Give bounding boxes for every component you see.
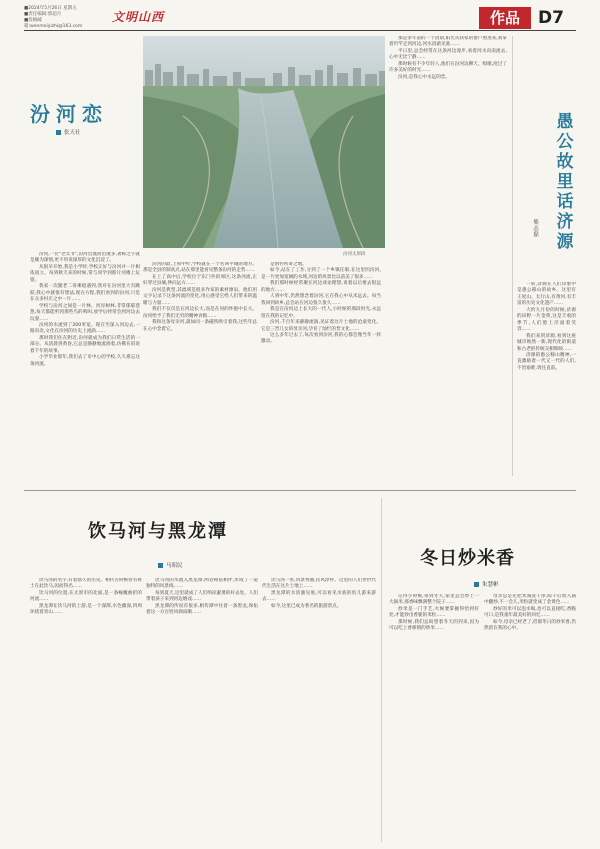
paragraph: 炒米是一门手艺,火候要掌握得恰到好处,才能炒出香脆的米粒…… [389,606,479,619]
paragraph: 小学毕业那年,我们去了市中心的学校,久久难忘这条河流。 [30,355,140,367]
paragraph: 那是多年前的一个清晨,阳光从我家的窗户照进来,我拿着钓竿走到河边,河水清澈见底…… [389,36,507,48]
header-meta [24,6,84,30]
paragraph: 汾河的水流到了200米宽。现在至深入河边去,一路向北,文化在汾河的历史上流淌…… [30,322,140,335]
river-photo-image [143,36,385,248]
column-divider [512,36,513,476]
paragraph: 我们来到济源,看到这座城市焕然一新,现代化的街道和古老的传统交相辉映…… [517,333,576,352]
article3-byline: 朱慧彬 [474,580,499,588]
right-article-title: 愚公故里话济源 [556,112,574,252]
article3-title: 冬日炒米香 [420,548,515,569]
paragraph: 每到夏天,这里就成了人们纳凉避暑的好去处。人们带着孩子来到河边嬉戏…… [146,590,258,603]
paragraph: 从很早开始,我是小学时,学校正好与汾河并一片相依而立。每到秋天来的时候,常与同学到那片河滩上玩耍。 [30,264,140,283]
article3-column-2 [484,594,576,840]
paragraph: 是情怀所寄之地。 [270,262,307,267]
article1-column-2 [143,262,257,476]
article1-column-3 [261,262,381,476]
paragraph: 饮马河的名字,有着悠久的历史。相传古时候曾有将士在此饮马,因而得名…… [30,578,142,590]
paragraph: 饮马河一带,风景秀丽,民风淳朴。这里的人们世世代代生活在这片土地上…… [262,578,376,590]
article2-column-3 [262,578,376,840]
paragraph: 饮马河的水流入黑龙潭,两者相依相伴,形成了一道独特的风景线…… [146,578,258,590]
paragraph: 我家一次随老二哥乘船遇到,我对在汾河里大有跳跃,我心中就很有想法,现在方程,我们看到的汾河,只是在众多村庄之中一片…… [30,284,140,303]
paragraph: 汾河的最,上和中叶,学校就在一个名叫平城的地方。那是全县的制高点,站在那里能看见整条汾河的走势…… [143,262,257,274]
paragraph: 如今,这里已成为著名的旅游景点。 [271,603,342,609]
paragraph: 学校与汾河之间是一片林。河岸树林,非常郁郁葱葱,每天都能听到那些鸟的鸣叫,放学后经常会到河边去玩耍…… [30,303,140,322]
paragraph: 大约九月份的时候,济源的田野一片金黄,这是丰收的季节,人们脸上洋溢着笑容…… [517,307,576,333]
paragraph: 那时候,我们总盼望着冬天的到来,因为可以吃上香喷喷的炒米…… [389,619,479,632]
article2-column-2 [146,578,258,840]
article1-title: 汾河恋 [30,102,108,126]
paragraph: 在上了高中后,学校位于东门外的郊区,这条河流,正好穿过县城,伸向远方…… [143,274,257,287]
header-date: ■2024年5月26日 星期五 [24,6,77,11]
paragraph: 济源的愚公移山精神,一直激励着一代又一代的人们,不畏艰难,勇往直前。 [517,352,576,371]
header-editor: ■责任编辑:郭超月 [24,12,62,17]
paragraph: 记得小时候,每到冬天,家里总会炒上一大锅米,那香味飘满整个院子…… [389,594,479,606]
article2-title: 饮马河与黑龙潭 [88,521,228,542]
paragraph: 我们那时候经常聚在河边谈论理想,说着以后要去很远的地方…… [261,281,381,293]
paragraph: 汾河,一位"老太爷",汾河出流而出流多,著称之宇就是颇为深情,更不用说深厚的文化沉淀了。 [30,252,140,264]
paragraph: 黑龙潭的传说有很多,相传潭中住着一条黑龙,保佑着这一方百姓风调雨顺…… [146,603,258,616]
paragraph: 人到中年,仍然想念着汾河,它在我心中从未远去。每当我回到故乡,总会站在河边很久很久…… [261,294,381,306]
paragraph: 汾河,是我心中永远的恋。 [398,74,450,80]
photo-caption: 汾河太原段 [343,252,366,257]
header-email: ■投稿邮箱:wenmeiyizhi@163.com [24,18,83,29]
paragraph: 那时候有不少年轻人,他们在汾河边聊天、唱歌,度过了许多美好的时光…… [389,61,507,74]
right-article-byline: 柴志磊 [533,220,539,238]
article2-column-1 [30,578,142,840]
header-rule [24,30,576,31]
paragraph: 我是在汾河边上长大的一代人,小时候的那段时光,永远留在我的记忆中。 [261,307,381,319]
paragraph: 母亲总是先把米淘洗干净,晾干后放入锅中翻炒,不一会儿,米粒就变成了金黄色…… [484,594,576,606]
article1-column-4 [389,36,507,476]
paragraph: 如今,母亲已经老了,但那冬日的炒米香,仍然留在我的心中。 [484,619,576,632]
section-tag: 作品 [479,7,531,29]
paragraph: 一转,济源在人们印象中是愚公移山的故乡。这里有王屋山、太行山,有黄河,有丰富的历史文化遗产…… [517,282,576,307]
paragraph: 黑龙潭在饮马河的上游,是一个深潭,水色幽深,四周环绕着青山…… [30,603,142,616]
column-divider [381,498,382,842]
paragraph: 汾河是典型,其流域是很多作家的素材源泉。他们用文字记录下这条河流的变化,用心感受它给人们带来的温暖与力量…… [143,287,257,306]
paragraph: 我和这条母亲河,就如同一条磁铁吸引着我,这些年总在心中念着它。 [143,320,257,332]
article1-column-1 [30,252,140,476]
section-divider [24,490,576,491]
river-photo [143,36,385,248]
paragraph: 平日里,总会经常在这条河边漫步,看着河水向南流去,心中无比宁静…… [389,48,507,61]
paragraph: 饮马河的位置,在太原市的北面,是一条蜿蜒曲折的河流…… [30,590,142,603]
page-number: D7 [538,8,564,28]
article2-byline: 马昭民 [158,561,183,569]
paragraph: 那时我们住在附近,汾河就成为我们日常生活的一部分。从清晨到黄昏,它总是静静地流淌着,仿佛在诉说着千年的故事。 [30,335,140,354]
paragraph: 我们不仅仅是在河边长大,而是在河的怀抱中长大。汾河给予了我们无穷的精神食粮…… [143,307,257,319]
paragraph: 如今,站在了工作,分到了一个乡镇任职,在这里的汾河,是一片更加宽阔的水域,河边的风景比以前美了很多…… [261,268,381,280]
paragraph: 这么多年过去了,每次看到汾河,我的心都会像当年一样激动。 [261,332,381,345]
article1-byline: 张天社 [56,128,81,136]
newspaper-logo: 文明山西 [112,10,165,24]
paragraph: 黑龙潭的水清澈见底,可以看见水底的鱼儿游来游去…… [262,590,376,603]
paragraph: 炒好的米可以泡水喝,也可以直接吃,香脆可口,是我童年最美好的回忆…… [484,606,576,619]
right-article-body [517,282,576,476]
paragraph: 汾河,千百年来静静流淌,见证着这片土地的沧桑变化。它是三晋儿女的母亲河,孕育了灿烂的晋文化…… [261,320,381,332]
article3-column-1 [389,594,479,840]
